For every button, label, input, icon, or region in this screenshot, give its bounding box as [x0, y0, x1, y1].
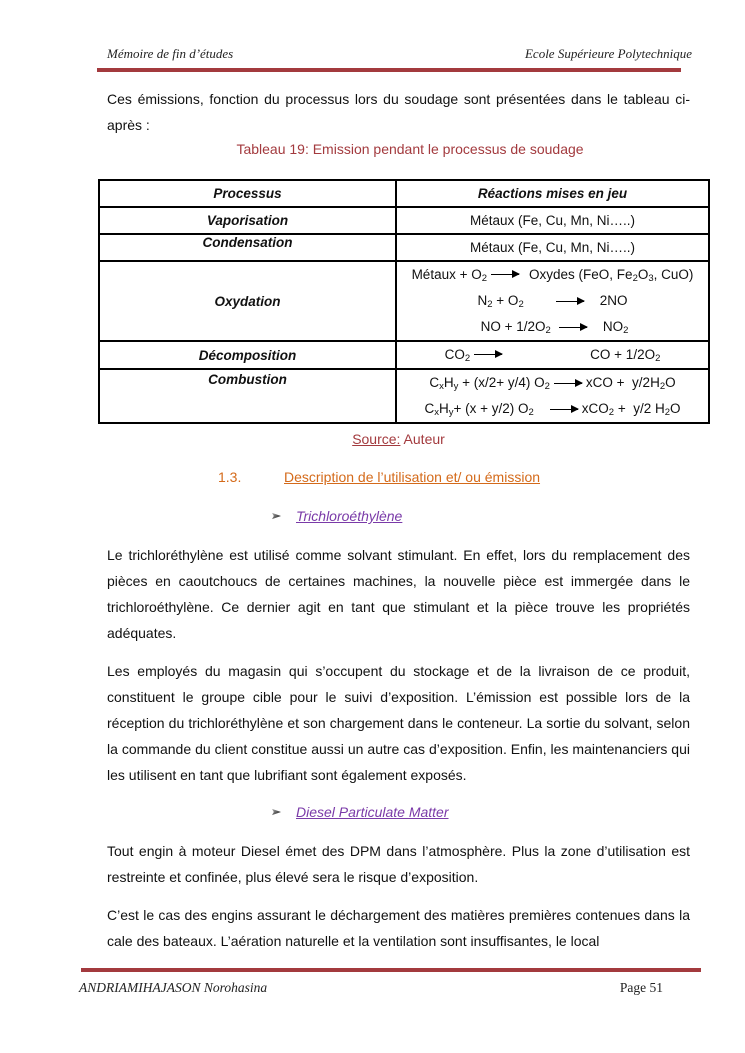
- col-header-reactions: Réactions mises en jeu: [396, 180, 709, 207]
- reaction-no-oxidation: NO + $1/2O_2$ $NO_2$: [480, 319, 629, 336]
- page-number: Page 51: [619, 980, 663, 995]
- reaction-co2-decomposition: $CO_2$ CO + $1/2O_2$: [444, 347, 661, 364]
- arrow-icon: [554, 383, 582, 384]
- table-row: [99, 234, 709, 261]
- arrow-icon: [491, 274, 519, 275]
- emission-table: [98, 179, 710, 424]
- bullet-arrow-icon: [272, 512, 281, 521]
- reaction-combustion-co: $C_xH_y + (x/2+ y/4)$ $O_2$ xCO + $y/2H_2O$: [429, 375, 676, 392]
- arrow-icon: [550, 409, 578, 410]
- table-row: [99, 341, 709, 369]
- reaction-cell: [396, 261, 709, 341]
- intro-paragraph: Ces émissions, fonction du processus lors du soudage sont présentées dans le tableau ci-après :: [107, 91, 690, 133]
- bullet-diesel-particulate: [272, 804, 449, 820]
- reaction-cell: [396, 369, 709, 423]
- arrow-icon: [559, 327, 587, 328]
- header-rule: [97, 68, 681, 72]
- header-left: Mémoire de fin d’études: [107, 46, 234, 61]
- paragraph-tce-exposure: Les employés du magasin qui s’occupent du stockage et de la livraison de ce produit, constituent le groupe cible pour le suivi d’exposition. L’émission est possible lors de la réception du trichloréthylène et son chargement dans le conteneur. La sortie du solvant, selon la commande du client constitue aussi un autre cas d’exposition. Enfin, les maintenanciers qui les utilisent en tant que lubrifiant sont également exposés.: [107, 663, 690, 783]
- table-row: [99, 369, 709, 423]
- bullet-trichloroethylene: [272, 508, 402, 524]
- process-cell: Condensation: [99, 234, 396, 261]
- table-source: [0, 431, 745, 447]
- footer-author: ANDRIAMIHAJASON Norohasina: [79, 980, 268, 995]
- reaction-cell: Métaux (Fe, Cu, Mn, Ni…..): [396, 234, 709, 261]
- reaction-cell: Métaux (Fe, Cu, Mn, Ni…..): [396, 207, 709, 234]
- bullet-title: Trichloroéthylène: [296, 508, 403, 524]
- arrow-icon: [474, 354, 502, 355]
- arrow-icon: [556, 301, 584, 302]
- bullet-title: Diesel Particulate Matter: [296, 804, 449, 820]
- footer-rule: [81, 968, 701, 972]
- table-row: [99, 261, 709, 341]
- reaction-cell: [396, 341, 709, 369]
- table-row: [99, 207, 709, 234]
- reaction-metal-oxides: Métaux + $O_2$ Oxydes (FeO, $Fe_2O_3$, CuO): [411, 267, 694, 284]
- page-header: [107, 46, 692, 62]
- process-cell: Oxydation: [99, 261, 396, 341]
- reaction-combustion-co2: $C_xH_y+ (x + y/2)$ $O_2$ xCO$_2$ + y/2 $H_2O$: [424, 401, 681, 418]
- source-label: Source:: [352, 431, 401, 447]
- process-cell: Vaporisation: [99, 207, 396, 234]
- paragraph-dpm-engines: Tout engin à moteur Diesel émet des DPM dans l’atmosphère. Plus la zone d’utilisation est restreinte et confinée, plus élevé sera le risque d’exposition.: [107, 843, 690, 885]
- reaction-nitrogen: $N_2 + O_2$ 2NO: [477, 293, 628, 310]
- source-value: Auteur: [400, 431, 445, 447]
- table-header-row: [99, 180, 709, 207]
- process-cell: Décomposition: [99, 341, 396, 369]
- section-number: 1.3.: [218, 469, 242, 485]
- header-right: Ecole Supérieure Polytechnique: [524, 46, 692, 61]
- col-header-process: Processus: [99, 180, 396, 207]
- paragraph-tce-usage: Le trichloréthylène est utilisé comme solvant stimulant. En effet, lors du remplacement des pièces en caoutchoucs de certaines machines, la nouvelle pièce est immergée dans le trichloroéthylène. Ce dernier agit en tant que stimulant et la pièce trouve les propriétés adéquates.: [107, 547, 690, 641]
- process-cell: Combustion: [99, 369, 396, 423]
- paragraph-dpm-unloading: C’est le cas des engins assurant le déchargement des matières premières contenues dans la cale des bateaux. L’aération naturelle et la ventilation sont insuffisantes, le local: [107, 907, 690, 949]
- table-caption: Tableau 19: Emission pendant le processus de soudage: [236, 141, 584, 157]
- page-footer: [79, 980, 663, 996]
- section-title: Description de l’utilisation et/ ou émission: [284, 469, 541, 485]
- bullet-arrow-icon: [272, 808, 281, 817]
